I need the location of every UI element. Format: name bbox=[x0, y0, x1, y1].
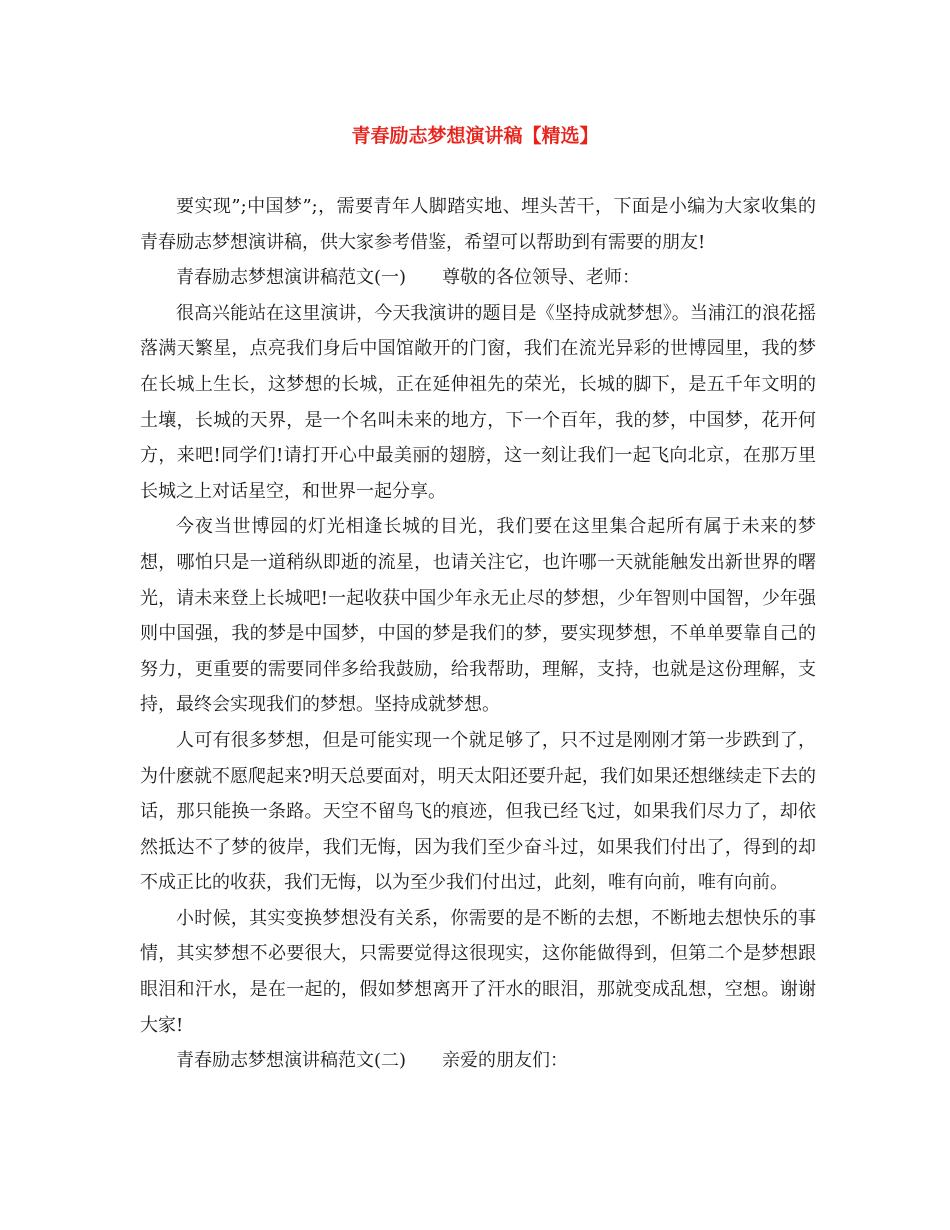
document-body bbox=[140, 189, 816, 1079]
section-heading-one: 青春励志梦想演讲稿范文(一) 尊敬的各位领导、老师： bbox=[176, 267, 641, 289]
speech-paragraph: 很高兴能站在这里演讲，今天我演讲的题目是《坚持成就梦想》。当浦江的浪花摇落满天繁星，点亮我们身后中国馆敞开的门窗，我们在流光异彩的世博园里，我的梦在长城上生长，这梦想的长城，正在延伸祖先的荣光，长城的脚下，是五千年文明的土壤，长城的天界，是一个名叫未来的地方，下一个百年，我的梦，中国梦，花开何方，来吧!同学们!请打开心中最美丽的翅膀，这一刻让我们一起飞向北京，在那万里长城之上对话星空，和世界一起分享。 bbox=[140, 302, 816, 502]
speech-paragraph: 人可有很多梦想，但是可能实现一个就足够了，只不过是刚刚才第一步跌到了，为什麽就不愿爬起来?明天总要面对，明天太阳还要升起，我们如果还想继续走下去的话，那只能换一条路。天空不留鸟飞的痕迹，但我已经飞过，如果我们尽力了，却依然抵达不了梦的彼岸，我们无悔，因为我们至少奋斗过，如果我们付出了，得到的却不成正比的收获，我们无悔，以为至少我们付出过，此刻，唯有向前，唯有向前。 bbox=[140, 729, 816, 894]
speech-paragraph: 今夜当世博园的灯光相逢长城的目光，我们要在这里集合起所有属于未来的梦想，哪怕只是一道稍纵即逝的流星，也请关注它，也许哪一天就能触发出新世界的曙光，请未来登上长城吧!一起收获中国少年永无止尽的梦想，少年智则中国智，少年强则中国强，我的梦是中国梦，中国的梦是我们的梦，要实现梦想，不单单要靠自己的努力，更重要的需要同伴多给我鼓励，给我帮助，理解，支持，也就是这份理解，支持，最终会实现我们的梦想。坚持成就梦想。 bbox=[140, 516, 816, 716]
intro-paragraph: 要实现”;中国梦”;，需要青年人脚踏实地、埋头苦干，下面是小编为大家收集的青春励志梦想演讲稿，供大家参考借鉴，希望可以帮助到有需要的朋友! bbox=[140, 196, 816, 253]
section-heading-two: 青春励志梦想演讲稿范文(二) 亲爱的朋友们： bbox=[176, 1050, 569, 1072]
document-title: 青春励志梦想演讲稿【精选】 bbox=[351, 125, 599, 147]
speech-paragraph: 小时候，其实变换梦想没有关系，你需要的是不断的去想，不断地去想快乐的事情，其实梦想不必要很大，只需要觉得这很现实，这你能做得到，但第二个是梦想跟眼泪和汗水，是在一起的，假如梦想离开了汗水的眼泪，那就变成乱想，空想。谢谢大家! bbox=[140, 907, 816, 1036]
